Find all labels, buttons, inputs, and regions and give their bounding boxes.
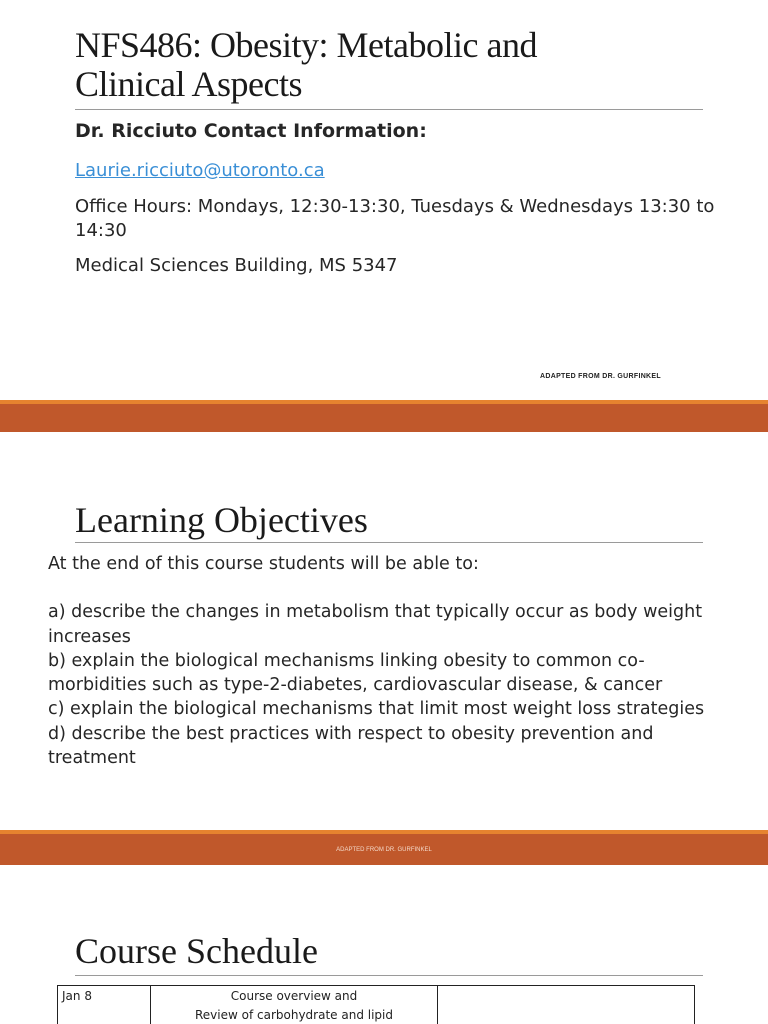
- title-line-1: NFS486: Obesity: Metabolic and: [75, 25, 537, 65]
- office-hours: Office Hours: Mondays, 12:30-13:30, Tuesdays & Wednesdays 13:30 to 14:30: [75, 196, 715, 241]
- band-highlight: [0, 830, 768, 834]
- topic-line: Course overview and: [230, 989, 358, 1003]
- office-location: Medical Sciences Building, MS 5347: [75, 255, 398, 276]
- slide-separator-band: [0, 830, 768, 865]
- title-divider: [75, 975, 703, 976]
- objective-item: a) describe the changes in metabolism that typically occur as body weight increases: [48, 602, 703, 647]
- schedule-date: Jan 8: [58, 986, 151, 1024]
- topic-line: Review of carbohydrate and lipid: [195, 1008, 393, 1022]
- slide-separator-band: [0, 400, 768, 432]
- contact-heading: Dr. Ricciuto Contact Information:: [75, 120, 427, 142]
- title-divider: [75, 109, 703, 110]
- objectives-list: [48, 552, 738, 770]
- email-link[interactable]: Laurie.ricciuto@utoronto.ca: [75, 160, 325, 181]
- objective-item: d) describe the best practices with respect to obesity prevention and treatment: [48, 723, 654, 769]
- objective-item: c) explain the biological mechanisms that limit most weight loss strategies: [48, 699, 705, 720]
- slide-credit: ADAPTED FROM DR. GURFINKEL: [540, 373, 661, 380]
- table-row: [58, 986, 695, 1024]
- slide-learning-objectives: [0, 432, 768, 830]
- title-divider: [75, 542, 703, 543]
- slide-credit: ADAPTED FROM DR. GURFINKEL: [336, 847, 432, 853]
- schedule-topic: [151, 986, 438, 1024]
- objective-item: b) explain the biological mechanisms linking obesity to common co-morbidities such as type-2-diabetes, cardiovascular disease, & cancer: [48, 650, 663, 696]
- slide-title: Learning Objectives: [75, 500, 368, 540]
- slide-contact-info: [0, 0, 768, 400]
- schedule-table: [57, 985, 695, 1024]
- slide-course-schedule: [0, 865, 768, 1024]
- title-line-2: Clinical Aspects: [75, 64, 302, 104]
- slide-title: [75, 26, 537, 104]
- schedule-notes: [438, 986, 695, 1024]
- band-highlight: [0, 400, 768, 404]
- slide-title: Course Schedule: [75, 931, 318, 971]
- objectives-intro: At the end of this course students will be able to:: [48, 554, 479, 574]
